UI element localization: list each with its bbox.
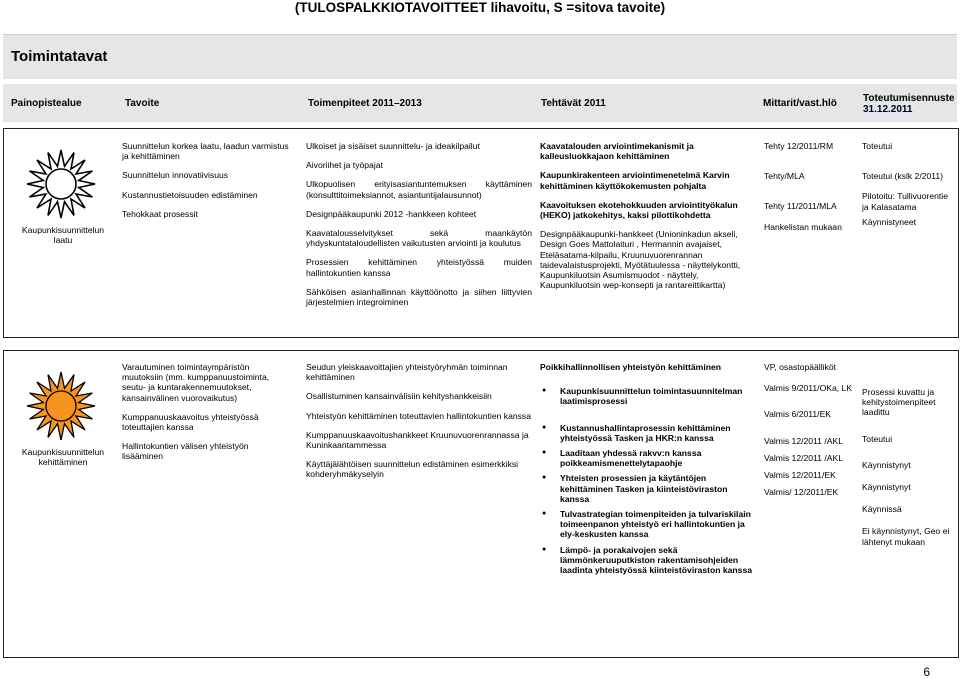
row2-toimenpiteet (306, 362, 532, 489)
mittari-item: Valmis 9/2011/OKa, LK (764, 383, 853, 394)
mittari-item: VP, osastopäälliköt (764, 362, 836, 372)
toteutumis-item: Toteutui (kslk 2/2011) (862, 171, 944, 182)
mittari-item: Tehty 11/2011/MLA (764, 201, 837, 212)
row1-tehtavat (540, 141, 754, 299)
toteutumis-item: Käynnistynyt (862, 482, 911, 493)
toimenpide-item: Kaavatalousselvitykset sekä maankäytön yhdyskuntataloudellisten vaikutusten arviointi ja koulutus (306, 228, 532, 249)
mittari-item: Tehty/MLA (764, 171, 805, 182)
col-toteutumis: Toteutumisennuste (863, 93, 955, 104)
col-painopistealue: Painopistealue (11, 98, 82, 109)
toimenpide-item: Prosessien kehittäminen yhteistyössä muiden hallintokuntien kanssa (306, 257, 532, 278)
row1-toimenpiteet (306, 141, 532, 316)
col-tavoite: Tavoite (125, 98, 160, 109)
row-kaupunkisuunnittelun-laatu (3, 128, 959, 338)
list-item: ● Tulvastrategian toimenpiteiden ja tulvariskilain toimeenpanon yhteistyö eri hallintokuntien ja ely-keskusten kanssa (560, 509, 754, 540)
toimenpide-item: Kumppanuuskaavoitushankkeet Kruunuvuorenrannassa ja Kuninkaantammessa (306, 429, 529, 451)
toimenpide-item: Ulkoiset ja sisäiset suunnittelu- ja ideakilpailut (306, 141, 480, 151)
toimenpide-item: Designpääkaupunki 2012 -hankkeen kohteet (306, 208, 477, 219)
tavoite-item: Kustannustietoisuuden edistäminen (122, 189, 258, 200)
sun-orange-icon (24, 369, 98, 443)
row2-tavoite (122, 362, 292, 471)
list-item: ● Kustannushallintaprosessin kehittäminen yhteistyössä Tasken ja HKR:n kanssa (560, 423, 754, 443)
toteutumis-item: Ei käynnistynyt, Geo ei lähtenyt mukaan (862, 526, 950, 547)
sun-core (46, 391, 76, 421)
toteutumis-item: Käynnistynyt (862, 459, 911, 470)
row1-mittarit (764, 141, 856, 241)
toteutumis-item: Toteutui (862, 433, 893, 444)
tavoite-item: Tehokkaat prosessit (122, 208, 198, 219)
toimenpide-item: Ulkopuolisen erityisasiantuntemuksen käyttäminen (konsulttitoimeksiannot, asiantuntijalausunnot) (306, 179, 532, 200)
mittari-item: Valmis 12/2011 /AKL (764, 452, 843, 463)
tehtava-item: Kaavoituksen ekotehokkuuden arviointityökalun (HEKO) jatkokehitys, kaksi pilottikohdetta (540, 199, 738, 221)
document-title: (TULOSPALKKIOTAVOITTEET lihavoitu, S =sitova tavoite) (294, 0, 666, 15)
list-item: ● Kaupunkisuunnittelun toimintasuunnitelman laatimisprosessi (560, 386, 754, 406)
toteutumis-item: Pilotoitu: Tullivuorentie ja Kalasatama (862, 191, 948, 212)
col-mittarit: Mittarit/vast.hlö (763, 98, 837, 109)
mittari-item: Valmis 12/2011/EK (764, 470, 836, 481)
page-number: 6 (923, 665, 930, 679)
tavoite-item: Suunnittelun korkea laatu, laadun varmistus ja kehittäminen (122, 141, 289, 162)
tehtava-item: Kaavatalouden arviointimekanismit ja kalleusluokkajaon kehittäminen (540, 141, 694, 162)
tavoite-item: Hallintokuntien välisen yhteistyön lisääminen (122, 441, 249, 462)
row1-tavoite (122, 141, 290, 228)
col-tehtavat: Tehtävät 2011 (541, 98, 606, 109)
tavoite-item: Varautuminen toimintaympäristön muutoksiin (mm. kumppanuustoiminta, seutu- ja kuntarakennemuutokset, kansainvälinen vuorovaikutus) (122, 362, 270, 403)
toimenpide-item: Seudun yleiskaavoittajien yhteistyöryhmän toiminnan kehittäminen (306, 362, 508, 383)
toteutumis-item: Prosessi kuvattu ja kehitystoimenpiteet laadittu (862, 387, 936, 418)
section-band (3, 34, 957, 79)
tehtavat-bullet-list (540, 386, 754, 575)
tehtava-item: Designpääkaupunki-hankkeet (Unioninkadun akseli, Design Goes Mattolaituri , Hermannin avajaiset, Eteläsatama-kilpailu, Kruunuvuorenrannan taidevalaistusprojekti, Myötätuulessa - näyttelykontti, Kaupunkiluotsin Asumismuodot - näyttely, Kaupunkiluotsin wep-konsepti ja rantareittikartta) (540, 229, 741, 291)
row1-toteutumis (862, 141, 954, 236)
mittari-item: Valmis/ 12/2011/EK (764, 487, 839, 498)
column-header-row (3, 84, 957, 122)
row2-mittarit (764, 362, 854, 506)
toimenpide-item: Aivoriihet ja työpajat (306, 160, 383, 171)
mittari-item: Tehty 12/2011/RM (764, 141, 834, 151)
mittari-item: Valmis 6/2011/EK (764, 409, 832, 420)
section-heading: Toimintatavat (11, 48, 108, 65)
tavoite-item: Kumppanuuskaavoitus yhteistyössä toteuttajien kanssa (122, 411, 259, 433)
tavoite-item: Suunnittelun innovatiivisuus (122, 170, 229, 181)
sun-outline-icon (24, 147, 98, 221)
row-kaupunkisuunnittelun-kehittaminen (3, 350, 959, 658)
row2-toteutumis (862, 387, 956, 556)
sun-core (46, 169, 76, 199)
toimenpide-item: Osallistuminen kansainvälisiin kehityshankkeisiin (306, 391, 492, 402)
row2-tehtavat (540, 362, 754, 580)
row1-label: Kaupunkisuunnittelun laatu (21, 225, 105, 246)
col-toimenpiteet: Toimenpiteet 2011–2013 (308, 98, 422, 109)
toteutumis-item: Käynnistyneet (862, 216, 916, 227)
toteutumis-item: Toteutui (862, 141, 893, 151)
list-item: ● Laaditaan yhdessä rakvv:n kanssa poikkeamismenettelytapaohje (560, 448, 754, 468)
toteutumis-item: Käynnissä (862, 504, 902, 515)
toimenpide-item: Sähköisen asianhallinnan käyttöönotto ja siihen liittyvien järjestelmien integroiminen (306, 286, 532, 308)
tehtavat-heading: Poikkihallinnollisen yhteistyön kehittäminen (540, 362, 721, 372)
col-toteutumis-date: 31.12.2011 (863, 104, 913, 115)
mittari-item: Hankelistan mukaan (764, 221, 842, 232)
toimenpide-item: Yhteistyön kehittäminen toteuttavien hallintokuntien kanssa (306, 410, 532, 421)
tehtava-item: Kaupunkirakenteen arviointimenetelmä Karvin kehittäminen käyttökokemusten pohjalta (540, 170, 730, 191)
row2-label: Kaupunkisuunnittelun kehittäminen (21, 447, 105, 468)
mittari-item: Valmis 12/2011 /AKL (764, 435, 843, 446)
list-item: ● Yhteisten prosessien ja käytäntöjen kehittäminen Tasken ja kiinteistöviraston kanssa (560, 473, 754, 504)
toimenpide-item: Käyttäjälähtöisen suunnittelun edistäminen esimerkkiksi kohderyhmäkyselyin (306, 459, 519, 480)
list-item: ● Lämpö- ja porakaivojen sekä lämmönkeruuputkiston rakentamisohjeiden laadinta yhteistyössä kiinteistöviraston kanssa (560, 545, 754, 576)
